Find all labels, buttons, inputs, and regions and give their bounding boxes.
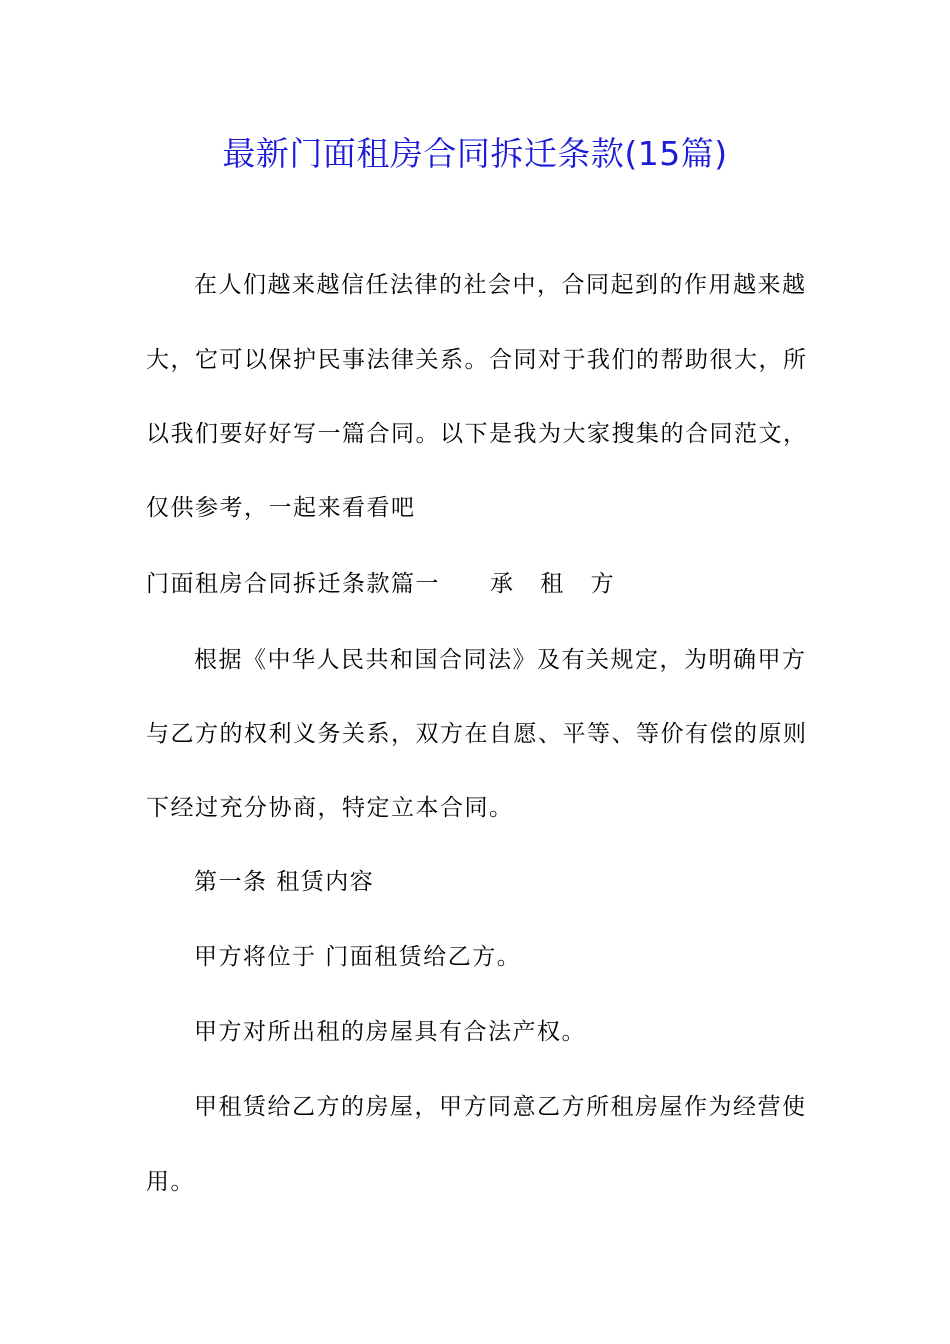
article-1-line-3a: 甲租赁给乙方的房屋，甲方同意乙方所租房屋作为经营使 <box>194 1094 807 1120</box>
basis-line-1: 根据《中华人民共和国合同法》及有关规定，为明确甲方 <box>194 647 807 673</box>
intro-line-4: 仅供参考，一起来看看吧 <box>146 495 416 521</box>
article-1-title: 第一条 租赁内容 <box>194 869 375 895</box>
intro-line-2: 大，它可以保护民事法律关系。合同对于我们的帮助很大，所 <box>146 347 808 373</box>
basis-line-3: 下经过充分协商，特定立本合同。 <box>146 795 514 821</box>
intro-line-1: 在人们越来越信任法律的社会中，合同起到的作用越来越 <box>194 272 807 298</box>
section-party: 承 租 方 <box>490 571 624 597</box>
intro-line-3: 以我们要好好写一篇合同。以下是我为大家搜集的合同范文， <box>146 421 808 447</box>
section-heading-line <box>146 564 624 604</box>
article-1-line-1: 甲方将位于 门面租赁给乙方。 <box>194 944 522 970</box>
article-1-line-3b: 用。 <box>146 1169 195 1195</box>
article-1-line-2: 甲方对所出租的房屋具有合法产权。 <box>194 1019 586 1045</box>
basis-line-2: 与乙方的权利义务关系，双方在自愿、平等、等价有偿的原则 <box>146 721 808 747</box>
section-heading: 门面租房合同拆迁条款篇一 <box>146 571 440 597</box>
document-title: 最新门面租房合同拆迁条款(15篇) <box>222 134 728 173</box>
